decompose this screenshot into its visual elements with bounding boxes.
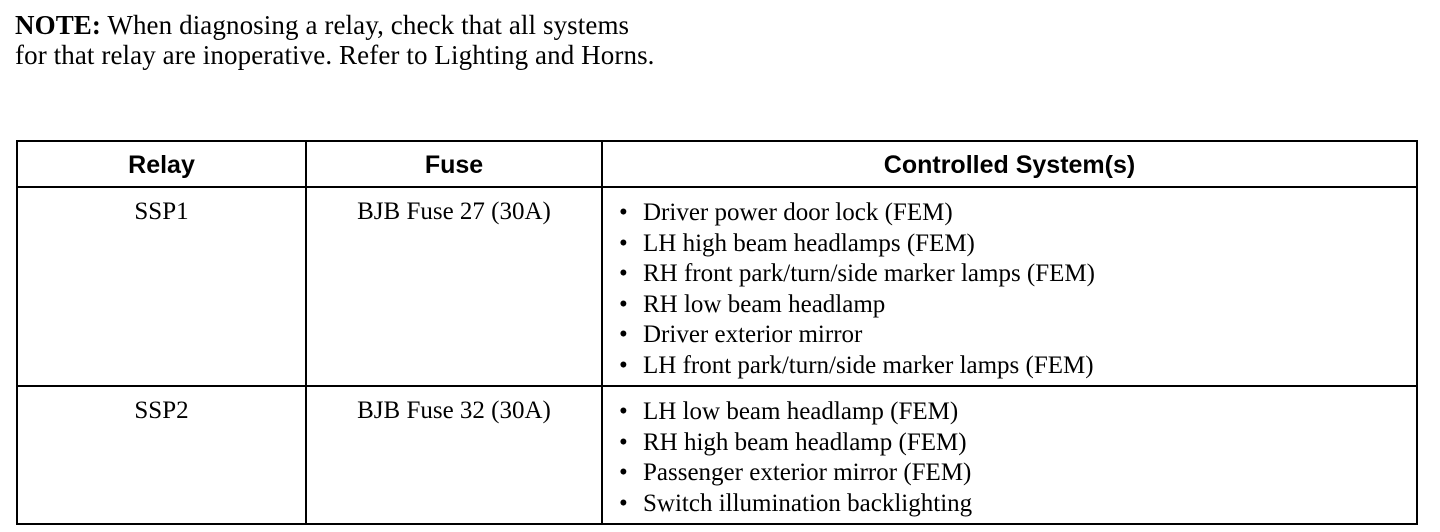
header-controlled-systems: Controlled System(s): [602, 141, 1417, 187]
system-label: RH high beam headlamp (FEM): [643, 428, 967, 456]
system-label: LH low beam headlamp (FEM): [643, 398, 959, 425]
table-row: [17, 386, 1417, 524]
note-paragraph: [15, 10, 655, 70]
system-label: Driver exterior mirror: [643, 321, 863, 348]
system-label: Passenger exterior mirror (FEM): [643, 459, 972, 486]
bullet-icon: •: [619, 428, 628, 456]
list-item: [617, 428, 1408, 459]
relay-table: [16, 140, 1418, 525]
bullet-icon: •: [619, 199, 628, 226]
relay-cell: SSP1: [17, 187, 306, 386]
system-label: Switch illumination backlighting: [643, 489, 973, 517]
header-relay: Relay: [17, 141, 306, 187]
fuse-cell: BJB Fuse 27 (30A): [306, 187, 602, 386]
table-row: [17, 187, 1417, 386]
note-label: NOTE:: [15, 10, 102, 40]
list-item: [617, 397, 1408, 428]
bullet-icon: •: [619, 459, 628, 486]
bullet-icon: •: [619, 321, 628, 348]
bullet-icon: •: [619, 229, 628, 257]
systems-cell: [602, 187, 1417, 386]
system-label: RH low beam headlamp: [643, 290, 886, 318]
bullet-icon: •: [619, 398, 628, 425]
systems-list: [617, 198, 1408, 381]
list-item: [617, 290, 1408, 321]
bullet-icon: •: [619, 290, 628, 318]
fuse-cell: BJB Fuse 32 (30A): [306, 386, 602, 524]
system-label: RH front park/turn/side marker lamps (FEM): [643, 260, 1095, 287]
list-item: [617, 351, 1408, 382]
systems-list: [617, 397, 1408, 519]
bullet-icon: •: [619, 260, 628, 287]
list-item: [617, 259, 1408, 290]
system-label: LH high beam headlamps (FEM): [643, 229, 975, 257]
list-item: [617, 458, 1408, 489]
bullet-icon: •: [619, 351, 628, 379]
list-item: [617, 320, 1408, 351]
bullet-icon: •: [619, 489, 628, 517]
header-fuse: Fuse: [306, 141, 602, 187]
system-label: Driver power door lock (FEM): [643, 199, 953, 226]
systems-cell: [602, 386, 1417, 524]
table-header-row: [17, 141, 1417, 187]
list-item: [617, 489, 1408, 520]
system-label: LH front park/turn/side marker lamps (FEM): [643, 351, 1094, 379]
list-item: [617, 198, 1408, 229]
note-text: When diagnosing a relay, check that all systems for that relay are inoperative. Refer to Lighting and Horns.: [15, 10, 655, 70]
list-item: [617, 229, 1408, 260]
relay-cell: SSP2: [17, 386, 306, 524]
